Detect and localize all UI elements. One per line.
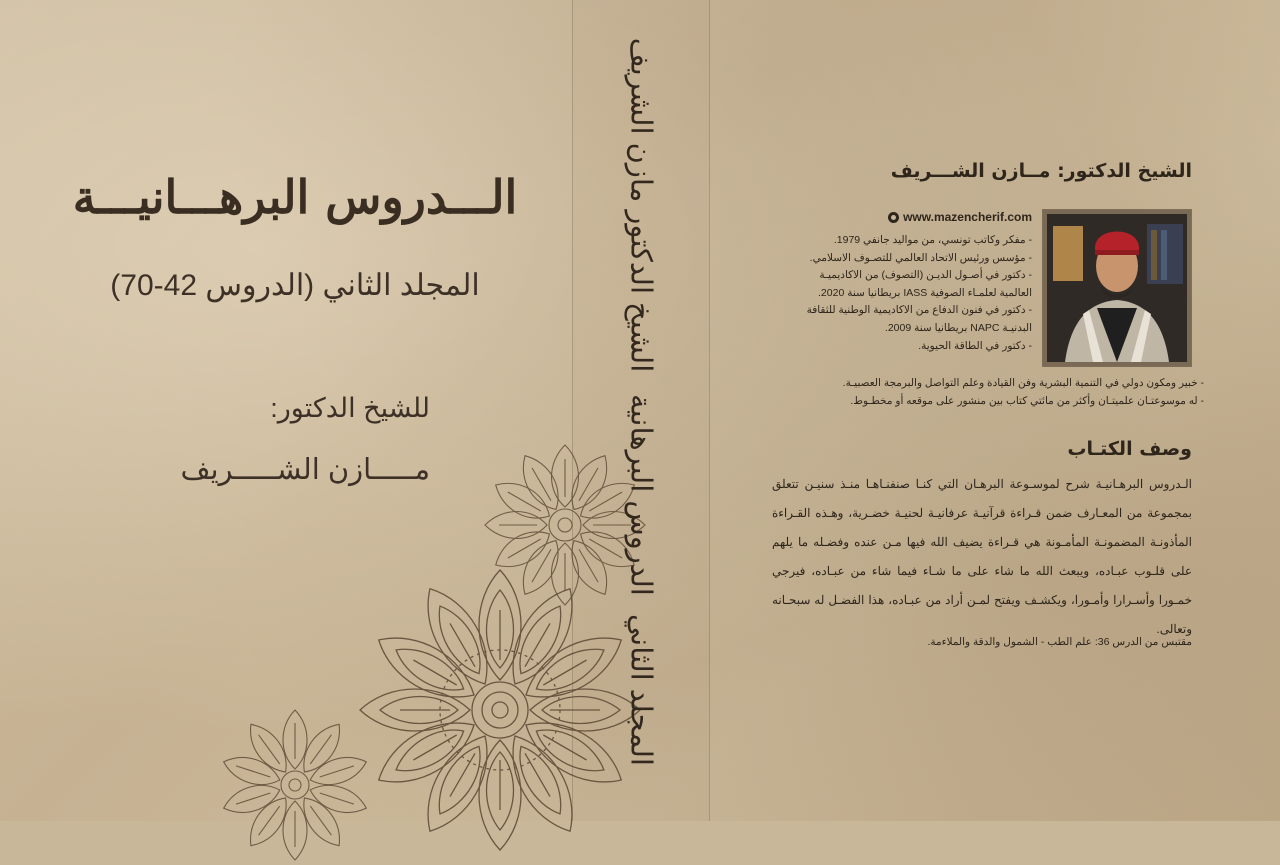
website-link [888,210,1032,224]
bio-item: - دكتور في الطاقة الحيوية. [918,339,1032,352]
website-text: www.mazencherif.com [903,210,1032,224]
book-subtitle: المجلد الثاني (الدروس 42-70) [110,269,480,302]
front-cover [0,0,572,821]
author-photo [1043,210,1191,366]
author-bio-list [732,232,1032,355]
bio-item: - مؤسس ورئيس الاتحاد العالمي للتصـوف الاسلامي. [809,251,1032,264]
book-spine [572,0,710,821]
bio-item: - دكتور في فنون الدفاع من الاكاديمية الوطنية للثقافة [806,304,1032,317]
author-byline: للشيخ الدكتور: [270,393,430,423]
bio-item: - مفكر وكاتب تونسي، من مواليد جانفي 1979. [833,234,1032,246]
globe-icon [888,212,899,223]
bio-item: البدنيـة NAPC بريطانيا سنة 2009. [884,321,1032,334]
author-name: مـــــازن الشـــــريف [180,454,430,486]
book-title: الـــدروس البرهـــانيـــة [72,170,518,224]
author-bio-list-wide [744,375,1204,410]
spine-title: الدروس البرهانية [624,394,657,596]
description-heading: وصف الكتـاب [1067,438,1192,460]
spine-volume: المجلد الثاني [624,614,657,766]
bio-item: - له موسوعتـان علميتـان وأكثر من مائتي كتاب بين منشور على موقعه أو مخطـوط. [850,394,1204,407]
author-portrait-icon [1043,210,1191,366]
spine-author: الشيخ الدكتور مازن الشريف [624,37,657,373]
bio-item: - دكتور في أصـول الديـن (التصوف) من الاكاديميـة [819,269,1032,282]
back-cover [708,0,1280,821]
back-author-heading: الشيخ الدكتور: مــازن الشـــريف [890,160,1192,182]
description-source: مقتبس من الدرس 36: علم الطب - الشمول والدقة والملاءمة. [927,636,1192,648]
bio-item: العالمية لعلمـاء الصوفية IASS بريطانيا سنة 2020. [818,286,1032,299]
bio-item: - خبير ومكون دولي في التنمية البشرية وفن القيادة وعلم التواصل والبرمجة العصبيـة. [842,377,1204,389]
mandala-ornament-small [215,705,375,865]
description-body: الـدروس البرهـانيـة شرح لموسـوعة البرهـان التي كنـا صنفنـاهـا منـذ سنيـن تتعلق بمجموعة من المعـارف ضمن قـراءة قرآنيـة عرفانيـة لحنيـة خضـرية، وهـذه القـراءة المأذونـة المضمونـة المأمـونة هي قـراءة يضيف الله فيها مـن عنده وفضـله ما يلهم على قلـوب عبـاده، ويبعث الله ما شاء على ما شـاء فيما شاء من عبـاده، فيرجي خمـورا وأسـرارا وأمـورا، ويكشـف ويفتح لمـن أراد من عبـاده، هذا الفضـل له سبحـانه وتعالى. [772,477,1192,636]
